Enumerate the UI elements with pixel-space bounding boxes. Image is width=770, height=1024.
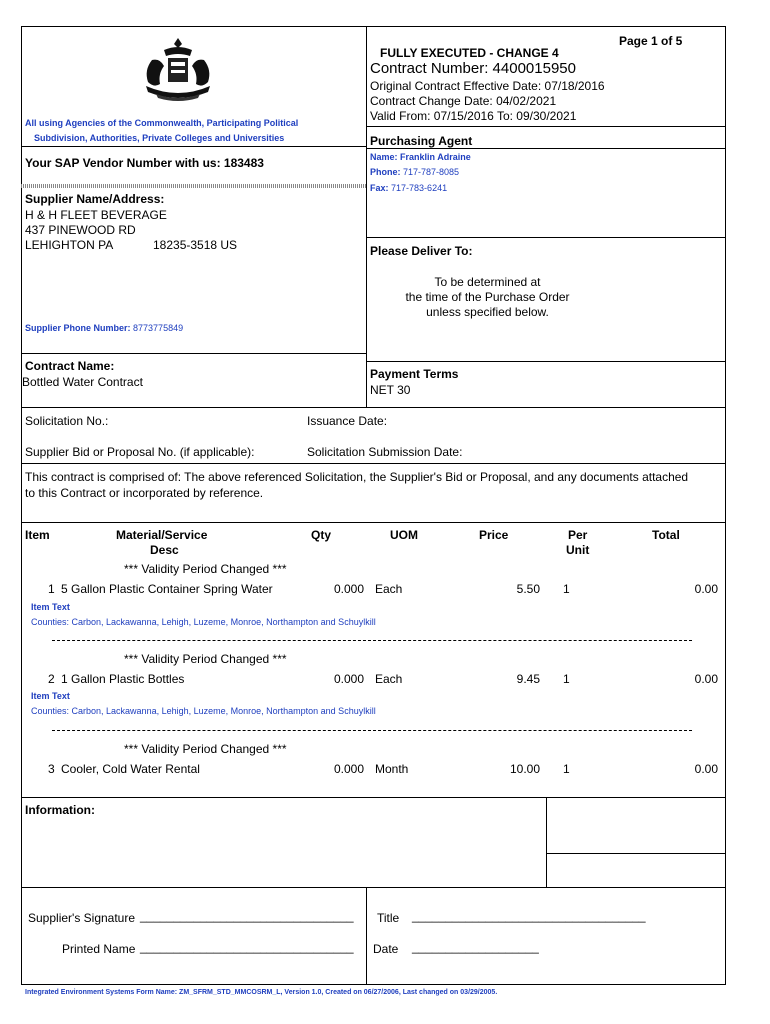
table-row <box>0 762 770 776</box>
item-text-label: Item Text <box>31 602 70 612</box>
original-effective-date: Original Contract Effective Date: 07/18/2016 <box>370 79 605 93</box>
row-price: 10.00 <box>509 762 540 776</box>
comprised-top-divider <box>21 463 726 464</box>
information-top-divider <box>21 797 726 798</box>
frame-bottom <box>21 984 726 985</box>
agent-title-divider <box>366 148 726 149</box>
date-field[interactable]: ___________________ <box>412 940 539 954</box>
col-item: Item <box>25 528 50 542</box>
col-desc-1: Material/Service <box>116 528 208 542</box>
row-per: 1 <box>563 582 570 596</box>
valid-dates: Valid From: 07/15/2016 To: 09/30/2021 <box>370 109 577 123</box>
row-uom: Each <box>375 582 403 596</box>
vendor-number: Your SAP Vendor Number with us: 183483 <box>25 156 264 170</box>
row-total: 0.00 <box>694 582 718 596</box>
row-qty: 0.000 <box>333 762 364 776</box>
col-per-1: Per <box>568 528 588 542</box>
issuance-date: Issuance Date: <box>307 414 388 428</box>
supplier-street: 437 PINEWOOD RD <box>25 223 136 237</box>
row-total: 0.00 <box>694 762 718 776</box>
counties-note: Counties: Carbon, Lackawanna, Lehigh, Luzeme, Monroe, Northampton and Schuylkill <box>31 706 376 716</box>
upper-divider <box>366 26 367 407</box>
comprised-line1: This contract is comprised of: The above referenced Solicitation, the Supplier's Bid or Proposal, and any documents attached <box>25 470 689 484</box>
deliver-line1: To be determined at <box>434 275 541 289</box>
payment-top-divider <box>366 361 726 362</box>
row-uom: Month <box>375 762 409 776</box>
agencies-line1: All using Agencies of the Commonwealth, Participating Political <box>25 118 299 128</box>
signature-top-divider <box>21 887 726 888</box>
validity-note: *** Validity Period Changed *** <box>124 652 287 666</box>
deliver-title: Please Deliver To: <box>370 244 473 258</box>
solicitation-no: Solicitation No.: <box>25 414 109 428</box>
supplier-phone: Supplier Phone Number: 8773775849 <box>25 323 184 333</box>
col-total: Total <box>652 528 680 542</box>
vendor-hatch-divider <box>21 184 366 188</box>
payment-terms-title: Payment Terms <box>370 367 459 381</box>
contract-name: Bottled Water Contract <box>22 375 143 389</box>
supplier-city: LEHIGHTON PA <box>25 238 114 252</box>
printed-name-label: Printed Name <box>62 942 136 956</box>
row-qty: 0.000 <box>333 582 364 596</box>
form-footer: Integrated Environment Systems Form Name: ZM_SFRM_STD_MMCOSRM_L, Version 1.0, Created on 06/27/2006, Last changed on 03/29/2005. <box>25 989 498 996</box>
row-separator <box>52 730 692 731</box>
counties-note: Counties: Carbon, Lackawanna, Lehigh, Luzeme, Monroe, Northampton and Schuylkill <box>31 617 376 627</box>
information-divider-h <box>546 853 726 854</box>
row-item: 2 <box>48 672 55 686</box>
col-desc-2: Desc <box>150 543 179 557</box>
supplier-name: H & H FLEET BEVERAGE <box>25 208 167 222</box>
commonwealth-seal <box>138 36 218 102</box>
solicitation-top-divider <box>21 407 726 408</box>
contract-number: Contract Number: 4400015950 <box>370 60 576 77</box>
row-price: 9.45 <box>516 672 540 686</box>
submission-date: Solicitation Submission Date: <box>307 445 463 459</box>
agencies-line2: Subdivision, Authorities, Private Colleges and Universities <box>34 133 285 143</box>
title-field[interactable]: ___________________________________ <box>412 909 646 923</box>
table-row <box>0 582 770 596</box>
row-qty: 0.000 <box>333 672 364 686</box>
col-qty: Qty <box>311 528 332 542</box>
table-row <box>0 672 770 686</box>
row-price: 5.50 <box>516 582 540 596</box>
row-item: 1 <box>48 582 55 596</box>
frame-top <box>21 26 726 27</box>
row-total: 0.00 <box>694 672 718 686</box>
col-price: Price <box>479 528 509 542</box>
supplier-signature-field[interactable]: ________________________________ <box>140 909 354 923</box>
row-desc: Cooler, Cold Water Rental <box>61 762 200 776</box>
bid-proposal-no: Supplier Bid or Proposal No. (if applicable): <box>25 445 255 459</box>
table-top-divider <box>21 522 726 523</box>
contract-top-divider <box>21 353 366 354</box>
agent-top-divider <box>366 126 726 127</box>
frame-left <box>21 26 22 985</box>
contract-name-label: Contract Name: <box>25 359 115 373</box>
deliver-line2: the time of the Purchase Order <box>405 290 570 304</box>
signature-divider <box>366 887 367 984</box>
comprised-line2: to this Contract or incorporated by reference. <box>25 486 264 500</box>
agent-phone: Phone: 717-787-8085 <box>370 167 460 177</box>
printed-name-field[interactable]: ________________________________ <box>140 940 354 954</box>
col-uom: UOM <box>390 528 418 542</box>
deliver-line3: unless specified below. <box>426 305 549 319</box>
payment-terms-value: NET 30 <box>370 383 411 397</box>
agent-name: Name: Franklin Adraine <box>370 152 471 162</box>
validity-note: *** Validity Period Changed *** <box>124 562 287 576</box>
deliver-top-divider <box>366 237 726 238</box>
supplier-title: Supplier Name/Address: <box>25 192 165 206</box>
row-desc: 5 Gallon Plastic Container Spring Water <box>61 582 273 596</box>
col-per-2: Unit <box>566 543 590 557</box>
title-label: Title <box>377 911 400 925</box>
supplier-signature-label: Supplier's Signature <box>28 911 136 925</box>
page-number: Page 1 of 5 <box>619 34 683 48</box>
row-desc: 1 Gallon Plastic Bottles <box>61 672 185 686</box>
frame-right <box>725 26 726 985</box>
row-item: 3 <box>48 762 55 776</box>
item-text-label: Item Text <box>31 691 70 701</box>
row-separator <box>52 640 692 641</box>
information-title: Information: <box>25 803 95 817</box>
row-uom: Each <box>375 672 403 686</box>
purchasing-agent-title: Purchasing Agent <box>370 134 473 148</box>
supplier-zip: 18235-3518 US <box>153 238 238 252</box>
agent-fax: Fax: 717-783-6241 <box>370 183 448 193</box>
executed-status: FULLY EXECUTED - CHANGE 4 <box>380 46 559 60</box>
validity-note: *** Validity Period Changed *** <box>124 742 287 756</box>
contract-change-date: Contract Change Date: 04/02/2021 <box>370 94 557 108</box>
date-label: Date <box>373 942 399 956</box>
row-per: 1 <box>563 762 570 776</box>
agencies-divider <box>21 146 366 147</box>
information-divider-v <box>546 797 547 887</box>
row-per: 1 <box>563 672 570 686</box>
